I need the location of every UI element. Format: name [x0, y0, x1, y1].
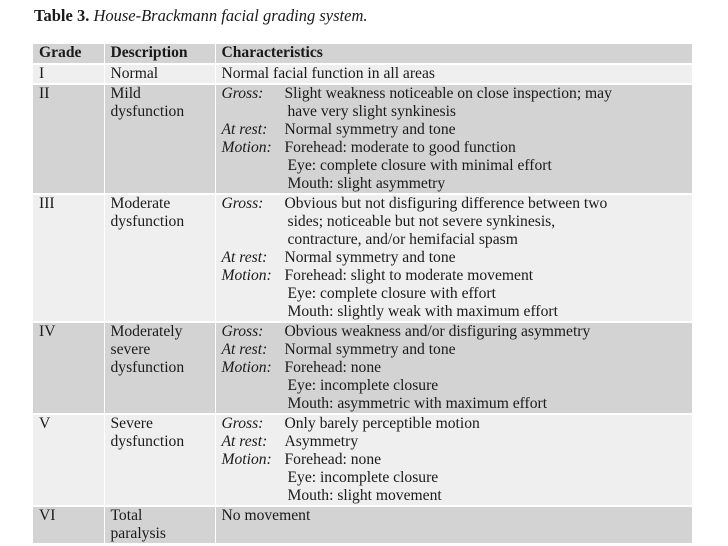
description-line: Normal — [110, 65, 159, 82]
characteristic-line — [222, 65, 692, 83]
characteristic-label: At rest: — [221, 433, 268, 450]
description-line: Severe — [110, 415, 153, 432]
characteristic-text: sides; noticeable but not severe synkinesis, — [287, 213, 556, 230]
description-cell — [104, 414, 215, 506]
description-cell — [104, 194, 215, 322]
characteristics-cell — [215, 506, 692, 544]
header-description: Description — [104, 44, 215, 64]
characteristic-line — [222, 249, 692, 267]
header-row — [33, 44, 692, 64]
description-line: Total — [110, 507, 143, 524]
characteristic-line — [222, 507, 692, 525]
characteristic-line — [222, 267, 692, 285]
characteristic-line — [222, 175, 692, 193]
characteristic-line — [222, 195, 692, 213]
table-row — [33, 414, 692, 506]
characteristic-text: Obvious but not disfiguring difference between two — [284, 195, 608, 212]
characteristic-line — [222, 451, 692, 469]
characteristic-text: Eye: complete closure with effort — [287, 285, 496, 302]
characteristics-cell — [215, 322, 692, 414]
characteristic-line — [222, 469, 692, 487]
characteristic-text: Asymmetry — [284, 433, 359, 450]
description-line: Mild — [110, 85, 141, 102]
characteristic-line — [222, 103, 692, 121]
characteristic-text: Slight weakness noticeable on close inspection; may — [284, 85, 612, 102]
grade-cell: VI — [33, 506, 104, 544]
characteristic-text: Eye: complete closure with minimal effort — [287, 157, 552, 174]
characteristic-line — [222, 213, 692, 231]
grade-cell: V — [33, 414, 104, 506]
characteristic-text: Only barely perceptible motion — [284, 415, 480, 432]
characteristic-line — [222, 303, 692, 321]
table-row — [33, 322, 692, 414]
grade-cell: I — [33, 64, 104, 84]
characteristic-text: Obvious weakness and/or disfiguring asymmetry — [284, 323, 591, 340]
characteristic-line — [222, 139, 692, 157]
characteristic-label: Gross: — [221, 415, 264, 432]
characteristic-line — [222, 433, 692, 451]
characteristic-text: Normal symmetry and tone — [284, 121, 456, 138]
characteristic-label: Motion: — [221, 451, 272, 468]
characteristic-line — [222, 121, 692, 139]
description-line: dysfunction — [110, 359, 185, 376]
characteristic-text: Mouth: slight asymmetry — [287, 175, 446, 192]
characteristic-text: Eye: incomplete closure — [287, 377, 439, 394]
characteristic-text: Mouth: slightly weak with maximum effort — [287, 303, 558, 320]
grading-table — [33, 44, 693, 545]
description-line: dysfunction — [110, 433, 185, 450]
description-cell — [104, 322, 215, 414]
characteristic-text: Mouth: slight movement — [287, 487, 442, 504]
characteristic-label: Gross: — [221, 323, 264, 340]
description-line: paralysis — [110, 525, 166, 542]
characteristic-line — [222, 85, 692, 103]
characteristic-line — [222, 359, 692, 377]
header-grade: Grade — [33, 44, 104, 64]
characteristic-line — [222, 323, 692, 341]
characteristic-text: Forehead: none — [284, 359, 382, 376]
table-caption — [34, 6, 368, 26]
characteristic-text: Forehead: moderate to good function — [284, 139, 516, 156]
characteristic-text: Normal symmetry and tone — [284, 249, 456, 266]
description-cell — [104, 506, 215, 544]
characteristic-text: contracture, and/or hemifacial spasm — [287, 231, 518, 248]
header-characteristics: Characteristics — [215, 44, 692, 64]
characteristic-label: Gross: — [221, 195, 264, 212]
table-row — [33, 64, 692, 84]
grade-cell: IV — [33, 322, 104, 414]
characteristic-label: At rest: — [221, 341, 268, 358]
characteristic-text: Normal facial function in all areas — [221, 65, 435, 82]
characteristic-label: Motion: — [221, 139, 272, 156]
characteristic-label: At rest: — [221, 121, 268, 138]
table-row — [33, 84, 692, 194]
characteristic-text: No movement — [221, 507, 311, 524]
characteristic-line — [222, 285, 692, 303]
description-line: Moderate — [110, 195, 171, 212]
table-body — [33, 64, 692, 544]
grade-cell: II — [33, 84, 104, 194]
grade-cell: III — [33, 194, 104, 322]
characteristic-text: Forehead: none — [284, 451, 382, 468]
characteristics-cell — [215, 194, 692, 322]
characteristic-line — [222, 377, 692, 395]
table-row — [33, 194, 692, 322]
characteristic-text: Eye: incomplete closure — [287, 469, 439, 486]
characteristic-line — [222, 415, 692, 433]
characteristic-text: Normal symmetry and tone — [284, 341, 456, 358]
characteristic-text: Mouth: asymmetric with maximum effort — [287, 395, 548, 412]
characteristic-line — [222, 341, 692, 359]
description-line: dysfunction — [110, 103, 185, 120]
characteristic-text: have very slight synkinesis — [287, 103, 456, 120]
characteristics-cell — [215, 64, 692, 84]
table-title: House-Brackmann facial grading system. — [93, 6, 368, 25]
characteristic-line — [222, 395, 692, 413]
description-cell — [104, 64, 215, 84]
characteristic-line — [222, 157, 692, 175]
description-line: severe — [110, 341, 151, 358]
characteristic-label: Motion: — [221, 359, 272, 376]
characteristic-label: Motion: — [221, 267, 272, 284]
characteristics-cell — [215, 84, 692, 194]
description-line: Moderately — [110, 323, 183, 340]
table-number: Table 3. — [34, 6, 90, 25]
characteristic-line — [222, 487, 692, 505]
description-cell — [104, 84, 215, 194]
characteristic-text: Forehead: slight to moderate movement — [284, 267, 534, 284]
table-row — [33, 506, 692, 544]
characteristic-line — [222, 231, 692, 249]
characteristic-label: At rest: — [221, 249, 268, 266]
characteristic-label: Gross: — [221, 85, 264, 102]
characteristics-cell — [215, 414, 692, 506]
description-line: dysfunction — [110, 213, 185, 230]
